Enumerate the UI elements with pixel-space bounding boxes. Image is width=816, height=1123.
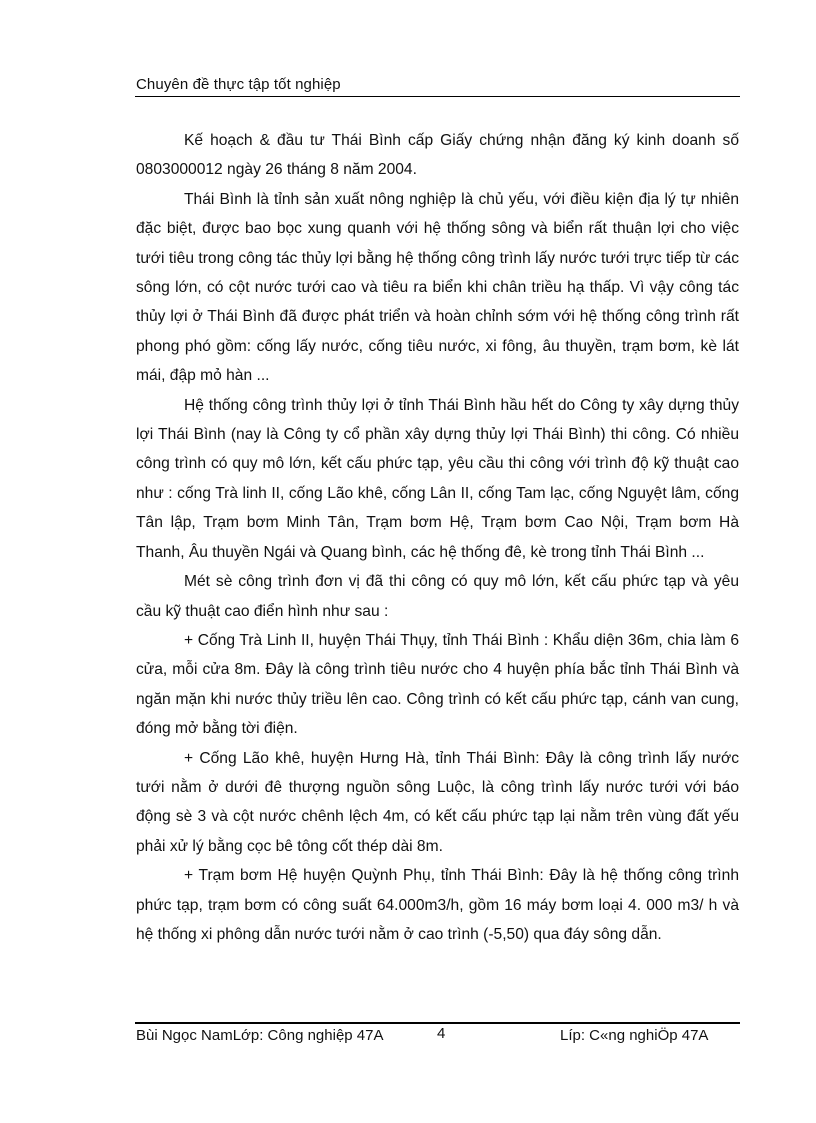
paragraph-registration: Kế hoạch & đầu tư Thái Bình cấp Giấy chứng nhận đăng ký kinh doanh số 0803000012 ngày 26 tháng 8 năm 2004. <box>136 132 739 179</box>
paragraph-irrigation-works: Hệ thống công trình thủy lợi ở tỉnh Thái Bình hầu hết do Công ty xây dựng thủy lợi Thái Bình (nay là Công ty cổ phần xây dựng thủy lợi Thái Bình) thi công. Có nhiều công trình có quy mô lớn, kết cấu phức tạp, yêu cầu thi công với trình độ kỹ thuật cao như : cống Trà linh II, cống Lão khê, cống Lân II, cống Tam lạc, cống Nguyệt lâm, cống Tân lập, Trạm bơm Minh Tân, Trạm bơm Hệ, Trạm bơm Cao Nội, Trạm bơm Hà Thanh, Âu thuyền Ngái và Quang bình, các hệ thống đê, kè trong tỉnh Thái Bình ... <box>136 396 739 561</box>
document-body <box>136 126 739 949</box>
header-divider <box>135 96 740 97</box>
footer-class-label: Líp: C«ng nghiÖp 47A <box>560 1027 709 1044</box>
paragraph-he-pumping-station: + Trạm bơm Hệ huyện Quỳnh Phụ, tỉnh Thái Bình: Đây là hệ thống công trình phức tạp, trạm bơm có công suất 64.000m3/h, gồm 16 máy bơm loại 4. 000 m3/ h và hệ thống xi phông dẫn nước tưới nằm ở cao trình (-5,50) qua đáy sông dẫn. <box>136 867 739 943</box>
paragraph-province-overview: Thái Bình là tỉnh sản xuất nông nghiệp là chủ yếu, với điều kiện địa lý tự nhiên đặc biệt, được bao bọc xung quanh với hệ thống sông và biển rất thuận lợi cho việc tưới tiêu trong công tác thủy lợi bằng hệ thống công trình lấy nước tưới trực tiếp từ các sông lớn, có cột nước tưới cao và tiêu ra biển khi chân triều hạ thấp. Vì vậy công tác thủy lợi ở Thái Bình đã được phát triển và hoàn chỉnh sớm với hệ thống công trình rất phong phó gồm: cống lấy nước, cống tiêu nước, xi fông, âu thuyền, trạm bơm, kè lát mái, đập mỏ hàn ... <box>136 190 739 385</box>
paragraph-tra-linh-sluice: + Cống Trà Linh II, huyện Thái Thụy, tỉnh Thái Bình : Khẩu diện 36m, chia làm 6 cửa, mỗi cửa 8m. Đây là công trình tiêu nước cho 4 huyện phía bắc tỉnh Thái Bình và ngăn mặn khi nước thủy triều lên cao. Công trình có kết cấu phức tạp, cánh van cung, đóng mở bằng tời điện. <box>136 631 739 738</box>
footer-divider <box>135 1022 740 1024</box>
paragraph-typical-projects-intro: Mét sè công trình đơn vị đã thi công có quy mô lớn, kết cấu phức tạp và yêu cầu kỹ thuật cao điển hình như sau : <box>136 573 739 620</box>
page-header-title: Chuyên đề thực tập tốt nghiệp <box>136 76 341 93</box>
page-number: 4 <box>437 1025 446 1042</box>
paragraph-lao-khe-sluice: + Cống Lão khê, huyện Hưng Hà, tỉnh Thái Bình: Đây là công trình lấy nước tưới nằm ở dưới đê thượng nguồn sông Luộc, là công trình lấy nước tưới với báo động sè 3 và cột nước chênh lệch 4m, có kết cấu phức tạp lại nằm trên vùng đất yếu phải xử lý bằng cọc bê tông cốt thép dài 8m. <box>136 749 739 855</box>
footer-author-class: Bùi Ngọc NamLớp: Công nghiệp 47A <box>136 1027 384 1044</box>
